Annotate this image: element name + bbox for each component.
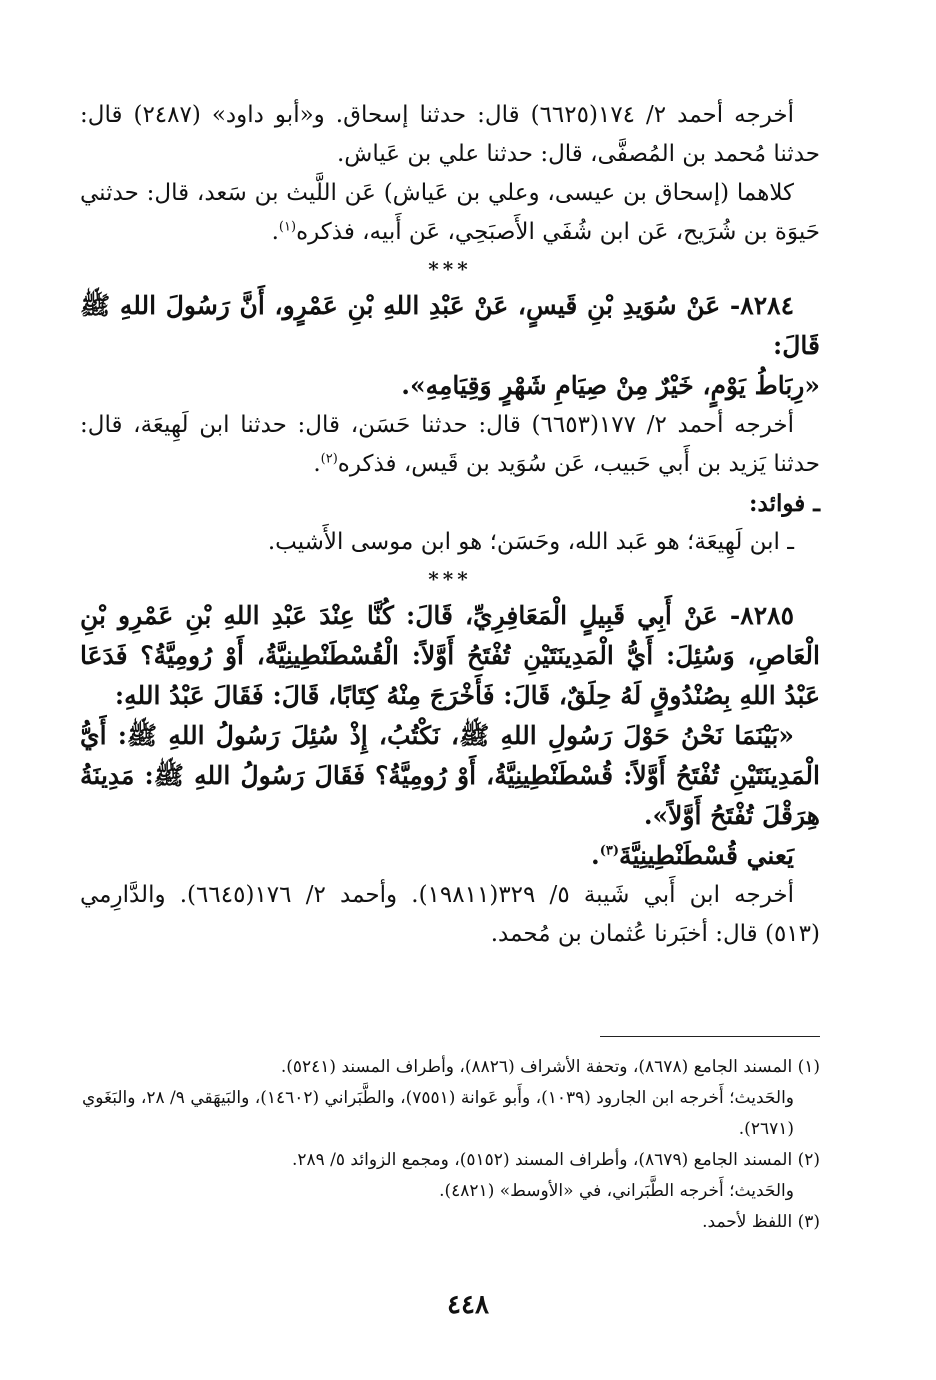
footnote-divider — [600, 1036, 820, 1037]
explanation-text: يَعني قُسْطَنْطِينِيَّةَ — [619, 841, 794, 870]
hadith-explanation — [80, 836, 820, 876]
takhrij-paragraph — [80, 174, 820, 252]
hadith-isnad: عَنْ سُوَيدِ بْنِ قَيسٍ، عَنْ عَبْدِ اللهِ بْنِ عَمْرٍو، أَنَّ رَسُولَ اللهِ ﷺ قَالَ: — [80, 291, 820, 360]
footnote-2-detail: والحَديث؛ أَخرجه الطَّبَراني، في «الأوسط» (٤٨٢١). — [439, 1181, 794, 1201]
hadith-matn: «رِبَاطُ يَوْمٍ، خَيْرٌ مِنْ صِيَامِ شَهْرٍ وَقِيَامِهِ». — [401, 371, 820, 400]
footnote-ref[interactable]: (١) — [278, 219, 297, 235]
period: . — [313, 451, 321, 477]
hadith-number: ٨٢٨٤- — [729, 291, 794, 320]
footnote-1-detail: والحَديث؛ أَخرجه ابن الجارود (١٠٣٩)، وأَبو عَوانة (٧٥٥١)، والطَّبَراني (١٤٦٠٢)، والبَيهَقي ٩/ ٢٨، والبَغَوي (٢٦٧١). — [81, 1088, 794, 1139]
footnotes — [80, 1052, 820, 1238]
footnote-3: (٣) اللفظ لأحمد. — [702, 1212, 820, 1232]
fawaid-item: ـ ابن لَهِيعَة؛ هو عَبد الله، وحَسَن؛ هو ابن موسى الأَشيب. — [267, 529, 794, 555]
takhrij-paragraph: أخرجه ابن أَبي شَيبة ٥/ ٣٢٩(١٩٨١١). وأحمد ٢/ ١٧٦(٦٦٤٥). والدَّارِمي (٥١٣) قال: أخبَرنا عُثمان بن مُحمد. — [80, 882, 820, 947]
takhrij-text: كلاهما (إسحاق بن عيسى، وعلي بن عَياش) عَن اللَّيث بن سَعد، قال: حدثني حَيوَة بن شُرَيح، عَن ابن شُفَي الأَصبَحِي، عَن أَبيه، فذكره — [80, 180, 820, 245]
section-separator: *** — [428, 567, 472, 591]
footnote-ref[interactable]: (٢) — [320, 451, 338, 467]
fawaid-heading: ـ فوائد: — [749, 490, 820, 517]
hadith-number: ٨٢٨٥- — [729, 601, 794, 630]
takhrij-paragraph — [80, 406, 820, 484]
period: . — [591, 841, 600, 870]
takhrij-text: أخرجه أحمد ٢/ ١٧٧(٦٦٥٣) قال: حدثنا حَسَن، قال: حدثنا ابن لَهِيعَة، قال: حدثنا يَزيد بن أَبي حَبيب، عَن سُوَيد بن قَيس، فذكره — [80, 412, 820, 477]
section-separator: *** — [428, 257, 472, 281]
hadith-isnad: عَنْ أَبِي قَبِيلٍ الْمَعَافِرِيِّ، قَالَ: كُنَّا عِنْدَ عَبْدِ اللهِ بْنِ عَمْرِو بْنِ الْعَاصِ، وَسُئِلَ: أَيُّ الْمَدِينَتَيْنِ تُفْتَحُ أَوَّلاً: الْقُسْطَنْطِينِيَّةُ، أَوْ رُومِيَّةُ؟ فَدَعَا عَبْدُ اللهِ بِصُنْدُوقٍ لَهُ حِلَقٌ، قَالَ: فَأَخْرَجَ مِنْهُ كِتَابًا، قَالَ: فَقَالَ عَبْدُ اللهِ: — [80, 601, 820, 710]
hadith-8285 — [80, 596, 820, 716]
main-text — [80, 96, 820, 954]
hadith-matn: «بَيْنَمَا نَحْنُ حَوْلَ رَسُولِ اللهِ ﷺ، نَكْتُبُ، إِذْ سُئِلَ رَسُولُ اللهِ ﷺ: أَيُّ الْمَدِينَتَيْنِ تُفْتَحُ أَوَّلاً: قُسْطَنْطِينِيَّةُ، أَوْ رُومِيَّةُ؟ فَقَالَ رَسُولُ اللهِ ﷺ: مَدِينَةُ هِرَقْلَ تُفْتَحُ أَوَّلاً». — [80, 721, 820, 830]
footnote-1: (١) المسند الجامع (٨٦٧٨)، وتحفة الأشراف (٨٨٢٦)، وأطراف المسند (٥٢٤١). — [280, 1057, 820, 1077]
page-number: ٤٤٨ — [447, 1290, 489, 1320]
hadith-8284 — [80, 286, 820, 366]
period: . — [271, 219, 279, 245]
footnote-ref[interactable]: (٣) — [599, 843, 620, 859]
takhrij-paragraph: أخرجه أحمد ٢/ ١٧٤(٦٦٢٥) قال: حدثنا إسحاق. و«أبو داود» (٢٤٨٧) قال: حدثنا مُحمد بن المُصفَّى، قال: حدثنا علي بن عَياش. — [80, 102, 820, 167]
footnote-2: (٢) المسند الجامع (٨٦٧٩)، وأطراف المسند (٥١٥٢)، ومجمع الزوائد ٥/ ٢٨٩. — [291, 1150, 820, 1170]
